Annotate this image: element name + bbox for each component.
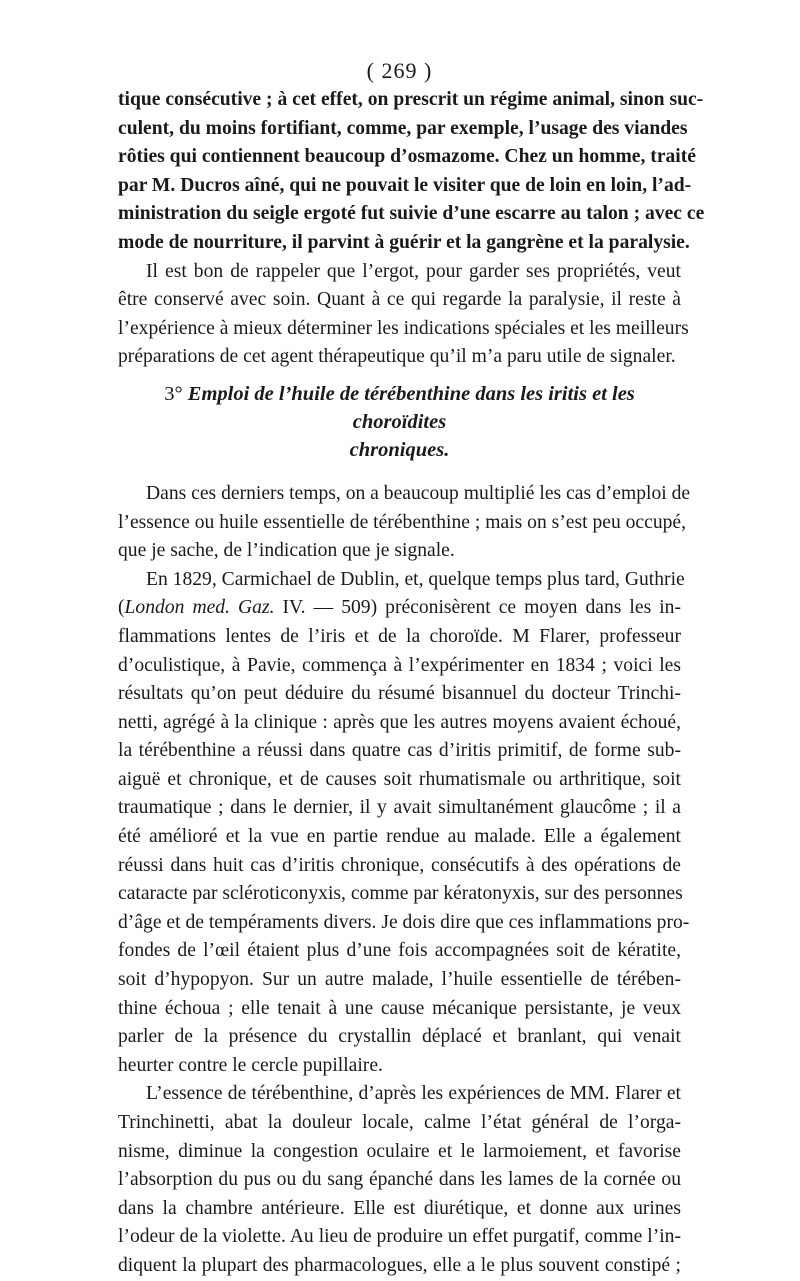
text-line: heurter contre le cercle pupillaire.	[118, 1054, 383, 1076]
text-line: diquent la plupart des pharmacologues, elle a le plus souvent constipé ;	[118, 1254, 681, 1276]
page-number: ( 269 )	[366, 58, 433, 83]
text-line: l’essence ou huile essentielle de térébenthine ; mais on s’est peu occupé,	[118, 511, 687, 533]
text-line: Il est bon de rappeler que l’ergot, pour garder ses propriétés, veut	[146, 260, 681, 282]
paragraph-terebenthine-effects	[118, 1080, 681, 1280]
heading-title-part-2: chroniques.	[349, 438, 450, 461]
text-line: thine échoua ; elle tenait à une cause mécanique persistante, je veux	[118, 997, 681, 1019]
text-line: l’expérience à mieux déterminer les indications spéciales et les meilleurs	[118, 317, 689, 339]
text-line: Dans ces derniers temps, on a beaucoup multiplié les cas d’emploi de	[146, 482, 691, 504]
paragraph-carmichael-guthrie	[118, 566, 690, 1081]
text-line: être conservé avec soin. Quant à ce qui regarde la paralysie, il reste à	[118, 289, 681, 311]
text-line: d’oculistique, à Pavie, commença à l’expérimenter en 1834 ; voici les	[118, 654, 681, 676]
text-line: l’absorption du pus ou du sang épanché dans les lames de la cornée ou	[118, 1169, 681, 1191]
book-page	[118, 58, 705, 1281]
text-line: préparations de cet agent thérapeutique qu’il m’a paru utile de signaler.	[118, 346, 676, 368]
paragraph-terebenthine-intro	[118, 480, 691, 566]
heading-title-part-1: Emploi de l’huile de térébenthine dans les iritis et les choroïdites	[187, 382, 635, 433]
text-line: dans la chambre antérieure. Elle est diurétique, et donne aux urines	[118, 1197, 681, 1219]
text-line: rôties qui contiennent beaucoup d’osmazome. Chez un homme, traité	[118, 146, 696, 168]
text-line: que je sache, de l’indication que je signale.	[118, 540, 455, 562]
text-line: mode de nourriture, il parvint à guérir et la gangrène et la paralysie.	[118, 231, 690, 253]
text-line: réussi dans huit cas d’iritis chronique, consécutifs à des opérations de	[118, 854, 681, 876]
text-line: En 1829, Carmichael de Dublin, et, quelque temps plus tard, Guthrie	[146, 568, 685, 590]
section-heading	[118, 380, 681, 464]
text-line: été amélioré et la vue en partie rendue au malade. Elle a également	[118, 826, 681, 848]
paragraph-ergot-continued	[118, 86, 705, 258]
text-line: l’odeur de la violette. Au lieu de produire un effet purgatif, comme l’in-	[118, 1226, 681, 1248]
section-number: 3°	[164, 382, 183, 405]
text-line: flammations lentes de l’iris et de la choroïde. M Flarer, professeur	[118, 625, 681, 647]
text-line: résultats qu’on peut déduire du résumé bisannuel du docteur Trinchi-	[118, 683, 681, 705]
citation-open: (	[118, 597, 125, 619]
text-line: par M. Ducros aîné, qui ne pouvait le visiter que de loin en loin, l’ad-	[118, 174, 692, 196]
text-line: fondes de l’œil étaient plus d’une fois accompagnées soit de kératite,	[118, 940, 681, 962]
text-line: ministration du seigle ergoté fut suivie d’une escarre au talon ; avec ce	[118, 203, 705, 225]
text-line: L’essence de térébenthine, d’après les expériences de MM. Flarer et	[146, 1083, 681, 1105]
text-line: culent, du moins fortifiant, comme, par exemple, l’usage des viandes	[118, 117, 688, 139]
text-line: netti, agrégé à la clinique : après que les autres moyens avaient échoué,	[118, 711, 681, 733]
text-line: la térébenthine a réussi dans quatre cas d’iritis primitif, de forme sub-	[118, 740, 681, 762]
text-line: cataracte par scléroticonyxis, comme par kératonyxis, sur des personnes	[118, 883, 683, 905]
citation-rest: IV. — 509) préconisèrent ce moyen dans les in-	[274, 597, 681, 619]
text-line: tique consécutive ; à cet effet, on prescrit un régime animal, sinon suc-	[118, 89, 704, 110]
text-line: d’âge et de tempéraments divers. Je dois dire que ces inflammations pro-	[118, 911, 690, 933]
journal-citation: London med. Gaz.	[124, 597, 275, 619]
text-line: soit d’hypopyon. Sur un autre malade, l’huile essentielle de térében-	[118, 969, 681, 991]
text-line: aiguë et chronique, et de causes soit rhumatismale ou arthritique, soit	[118, 768, 681, 790]
heading-line-1	[118, 380, 681, 436]
text-line: nisme, diminue la congestion oculaire et le larmoiement, et favorise	[118, 1140, 681, 1162]
text-line: parler de la présence du crystallin déplacé et branlant, qui venait	[118, 1026, 681, 1048]
text-line-citation	[118, 594, 681, 623]
paragraph-ergot-conservation	[118, 258, 689, 372]
text-line: Trinchinetti, abat la douleur locale, calme l’état général de l’orga-	[118, 1112, 681, 1133]
text-line: traumatique ; dans le dernier, il y avait simultanément glaucôme ; il a	[118, 797, 681, 819]
